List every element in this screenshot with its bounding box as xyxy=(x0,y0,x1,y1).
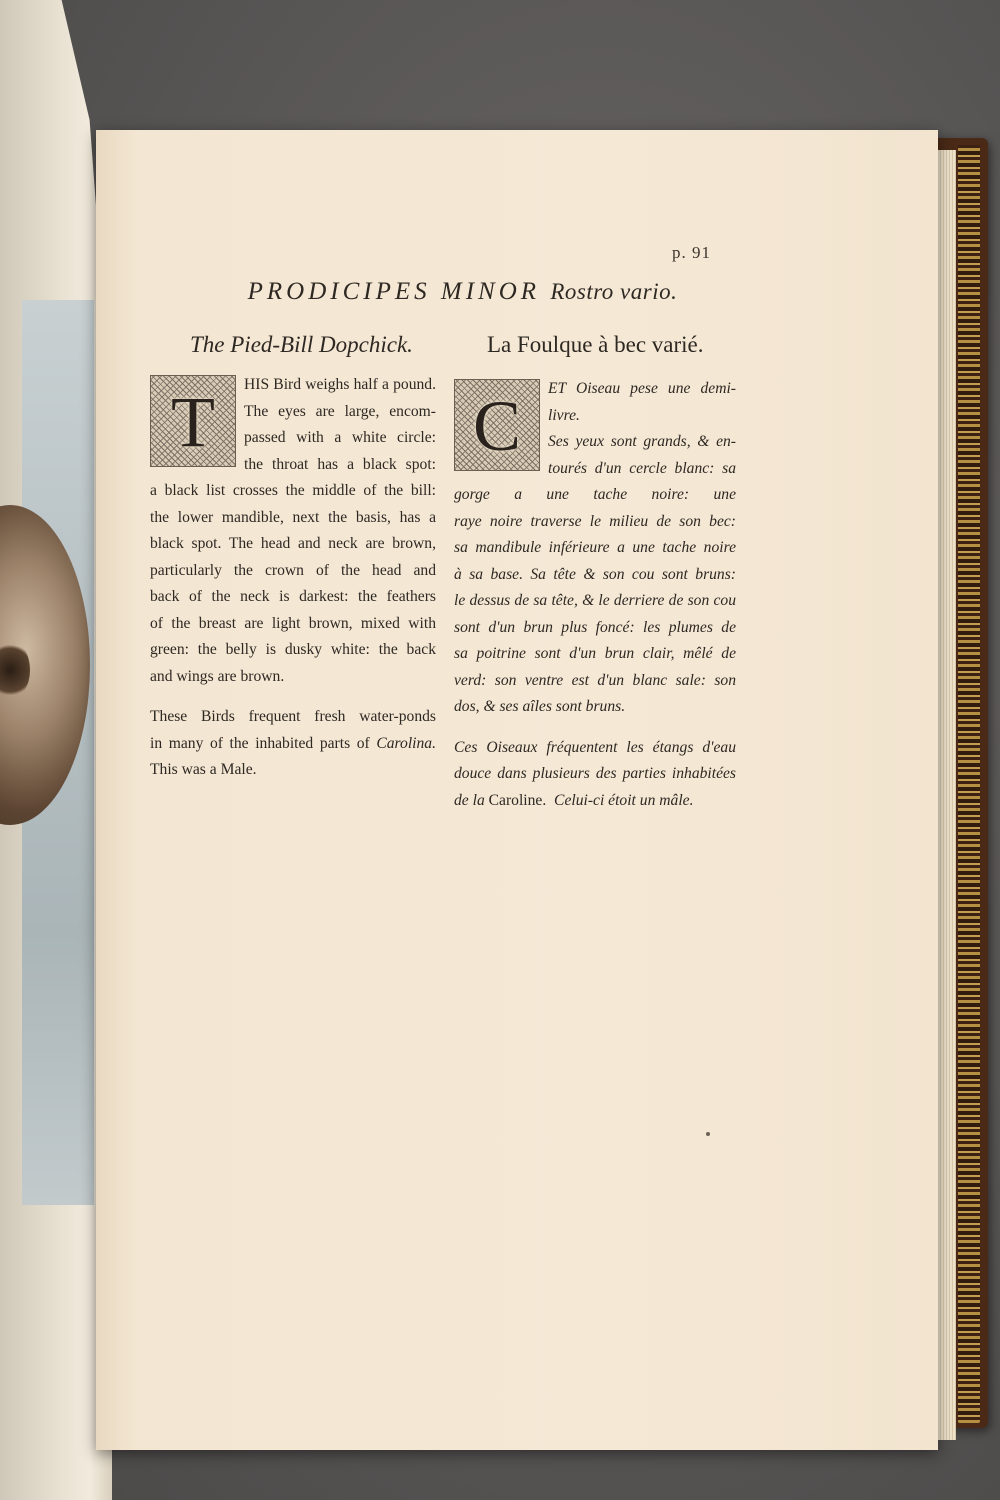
text-fragment: Celui-ci étoit un mâle. xyxy=(554,791,694,809)
text-line: particularly the crown of the head and xyxy=(150,561,436,579)
ornamental-initial xyxy=(454,379,540,471)
english-column xyxy=(150,372,436,784)
text-line xyxy=(150,731,436,758)
text-line: The eyes are large, encom- xyxy=(244,402,436,420)
ornamental-initial xyxy=(150,375,236,467)
text-line: tourés d'un cercle blanc: sa xyxy=(548,459,736,477)
drop-cap-letter: C xyxy=(472,386,522,466)
text-line: HIS Bird weighs half a pound. xyxy=(244,376,436,393)
place-name: Carolina. xyxy=(376,734,436,752)
english-heading: The Pied-Bill Dopchick. xyxy=(190,332,413,357)
text-line: sa poitrine sont d'un brun clair, mêlé de xyxy=(454,645,736,662)
text-line: These Birds frequent fresh water-ponds xyxy=(150,708,436,725)
text-line: gorge a une tache noire: une xyxy=(454,486,736,503)
text-line: verd: son ventre est d'un blanc sale: son xyxy=(454,671,736,689)
text-line: green: the belly is dusky white: the back xyxy=(150,641,436,658)
text-line: le dessus de sa tête, & le derriere de son cou xyxy=(454,592,736,609)
text-line: black spot. The head and neck are brown, xyxy=(150,535,436,552)
text-line: a black list crosses the middle of the bill: xyxy=(150,482,436,499)
text-line: dos, & ses aîles sont bruns. xyxy=(454,698,626,715)
title-latin: Rostro vario. xyxy=(550,279,678,304)
page-speck xyxy=(706,1132,710,1136)
text-line: ET Oiseau pese une demi-livre. xyxy=(548,380,736,424)
text-line: the lower mandible, next the basis, has a xyxy=(150,508,436,526)
page-title xyxy=(150,278,775,306)
text-line: of the breast are light brown, mixed with xyxy=(150,614,436,632)
text-line xyxy=(454,788,736,815)
french-column xyxy=(454,376,736,814)
title-caps: PRODICIPES MINOR xyxy=(247,278,541,305)
text-line: the throat has a black spot: xyxy=(244,455,436,473)
text-line: and wings are brown. xyxy=(150,667,285,685)
text-line: à sa base. Sa tête & son cou sont bruns: xyxy=(454,565,736,583)
text-line: Ses yeux sont grands, & en- xyxy=(548,433,736,450)
text-line: back of the neck is darkest: the feathers xyxy=(150,588,436,605)
text-fragment: in many of the inhabited parts of xyxy=(150,734,370,752)
place-name: Caroline. xyxy=(488,791,547,809)
text-line: This was a Male. xyxy=(150,761,257,778)
text-line: Ces Oiseaux fréquentent les étangs d'eau xyxy=(454,738,736,756)
drop-cap-letter: T xyxy=(171,382,215,462)
text-line: douce dans plusieurs des parties inhabitées xyxy=(454,765,736,782)
page-number: p. 91 xyxy=(672,243,711,262)
text-fragment: de la xyxy=(454,791,485,809)
text-line: passed with a white circle: xyxy=(244,429,436,446)
french-heading: La Foulque à bec varié. xyxy=(487,332,704,357)
text-line: raye noire traverse le milieu de son bec: xyxy=(454,512,736,530)
text-line: sa mandibule inférieure a une tache noire xyxy=(454,539,736,556)
text-line: sont d'un brun plus foncé: les plumes de xyxy=(454,618,736,636)
gilt-border-ornament xyxy=(958,145,980,1423)
